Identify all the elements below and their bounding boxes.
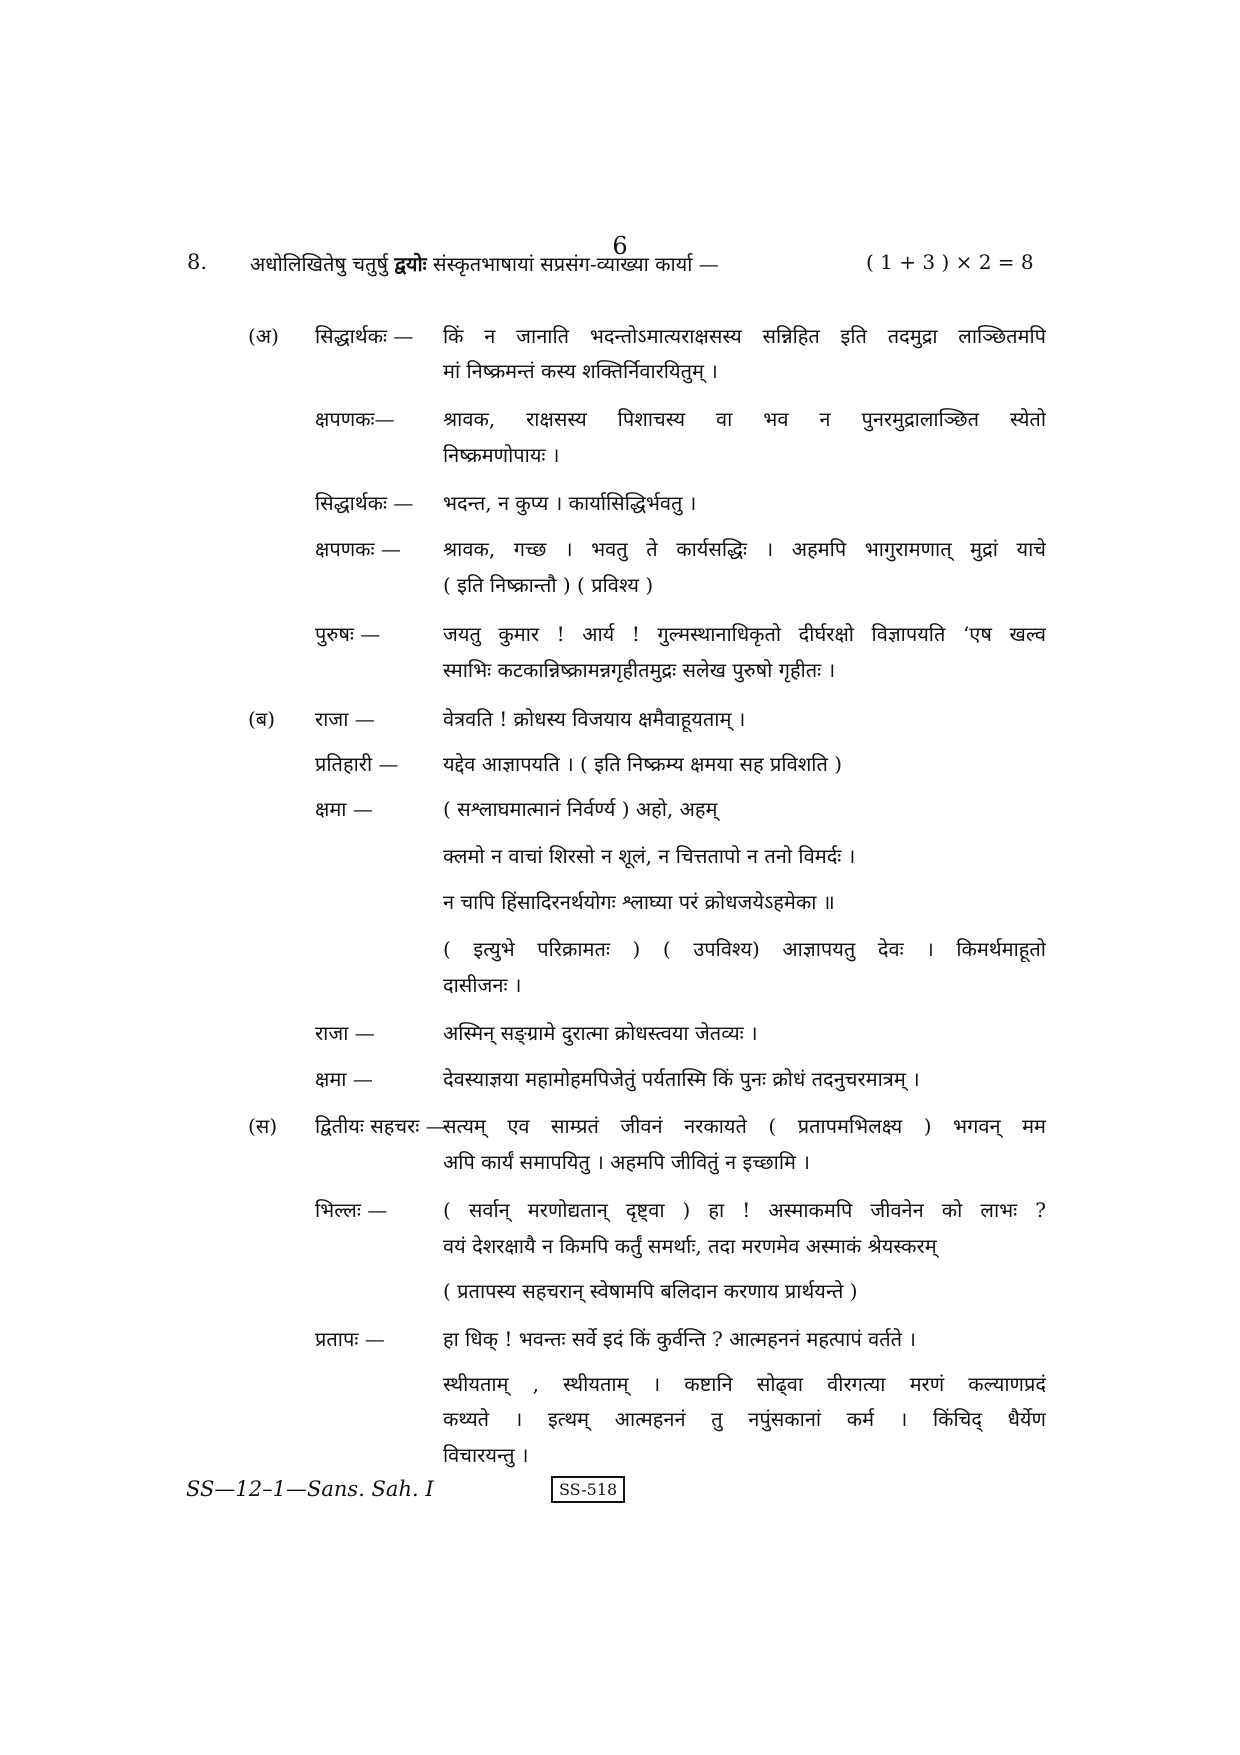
dialogue-line: वेत्रवति ! क्रोधस्य विजयाय क्षमैवाहूयताम् । [443, 707, 746, 731]
dialogue-line: न चापि हिंसादिरनर्थयोगः श्लाघ्या परं क्रोधजयेऽहमेका ॥ [443, 890, 835, 914]
footer-ss-code-box: SS-518 [551, 1476, 625, 1503]
dialogue-line: वयं देशरक्षायै न किमपि कर्तुं समर्थाः, तदा मरणमेव अस्माकं श्रेयस्करम् [443, 1234, 937, 1258]
speaker: प्रतापः — [315, 1327, 385, 1351]
speaker: क्षपणकः — [315, 537, 401, 561]
dialogue-line: देवस्याज्ञया महामोहमपिजेतुं पर्यतास्मि किं पुनः क्रोधं तदनुचरमात्रम् । [443, 1067, 920, 1091]
question-instruction [250, 250, 719, 277]
speaker: राजा — [315, 707, 375, 731]
speaker: सिद्धार्थकः — [315, 491, 414, 515]
question-marks: ( 1 + 3 ) × 2 = 8 [866, 250, 1034, 274]
dialogue-line: दासीजनः । [443, 973, 522, 997]
dialogue-line: निष्क्रमणोपायः । [443, 443, 560, 467]
dialogue-line: ( प्रतापस्य सहचरान् स्वेषामपि बलिदान करणाय प्रार्थयन्ते ) [443, 1279, 858, 1303]
dialogue-line: सत्यम् एव साम्प्रतं जीवनं नरकायते ( प्रतापमभिलक्ष्य ) भगवन् मम [443, 1114, 1046, 1138]
section-c-label: (स) [248, 1114, 278, 1138]
speaker: राजा — [315, 1021, 375, 1045]
footer-paper-code: SS—12–1—Sans. Sah. I [186, 1477, 434, 1501]
section-a-label: (अ) [248, 324, 279, 348]
dialogue-line: ( सर्वान् मरणोद्यतान् दृष्ट्वा ) हा ! अस्माकमपि जीवनेन को लाभः ? [443, 1198, 1046, 1222]
dialogue-line: स्थीयताम् , स्थीयताम् । कष्टानि सोढ्वा वीरगत्या मरणं कल्याणप्रदं [443, 1372, 1046, 1396]
speaker: क्षमा — [315, 797, 373, 821]
dialogue-line: स्माभिः कटकान्निष्क्रामन्नगृहीतमुद्रः सलेख पुरुषो गृहीतः । [443, 658, 836, 682]
speaker: क्षमा — [315, 1067, 373, 1091]
question-text-pre: अधोलिखितेषु चतुर्षु [250, 252, 395, 276]
question-text-bold: द्वयोः [394, 252, 427, 276]
dialogue-line: ( इति निष्क्रान्तौ ) ( प्रविश्य ) [443, 573, 654, 597]
speaker: सिद्धार्थकः — [315, 324, 414, 348]
speaker: क्षपणकः— [315, 407, 395, 431]
section-b-label: (ब) [248, 707, 276, 731]
dialogue-line: यद्देव आज्ञापयति । ( इति निष्क्रम्य क्षमया सह प्रविशति ) [443, 752, 843, 776]
dialogue-line: मां निष्क्रमन्तं कस्य शक्तिर्निवारयितुम् । [443, 359, 718, 383]
dialogue-line: श्रावक, राक्षसस्य पिशाचस्य वा भव न पुनरमुद्रालाञ्छित स्येतो [443, 407, 1046, 431]
dialogue-line: भदन्त, न कुप्य । कार्यासिद्धिर्भवतु । [443, 491, 697, 515]
dialogue-line: किं न जानाति भदन्तोऽमात्यराक्षसस्य सन्निहित इति तदमुद्रा लाञ्छितमपि [443, 324, 1046, 348]
speaker: द्वितीयः सहचरः — [315, 1114, 446, 1138]
question-number: 8. [187, 250, 208, 274]
dialogue-line: ( इत्युभे परिक्रामतः ) ( उपविश्य) आज्ञापयतु देवः । किमर्थमाहूतो [443, 937, 1046, 961]
dialogue-line: क्लमो न वाचां शिरसो न शूलं, न चित्ततापो न तनो विमर्दः । [443, 844, 856, 868]
dialogue-line: श्रावक, गच्छ । भवतु ते कार्यसद्धिः । अहमपि भागुरामणात् मुद्रां याचे [443, 537, 1046, 561]
dialogue-line: जयतु कुमार ! आर्य ! गुल्मस्थानाधिकृतो दीर्घरक्षो विज्ञापयति ‘एष खल्व [443, 622, 1046, 646]
speaker: भिल्लः — [315, 1198, 388, 1222]
dialogue-line: अस्मिन् सङ्ग्रामे दुरात्मा क्रोधस्त्वया जेतव्यः । [443, 1021, 758, 1045]
dialogue-line: अपि कार्यं समापयितु । अहमपि जीवितुं न इच्छामि । [443, 1150, 810, 1174]
page-number: 6 [612, 232, 628, 260]
speaker: पुरुषः — [315, 622, 381, 646]
dialogue-line: ( सश्लाघमात्मानं निर्वर्ण्य ) अहो, अहम् [443, 797, 718, 821]
dialogue-line: विचारयन्तु । [443, 1443, 529, 1467]
speaker: प्रतिहारी — [315, 752, 399, 776]
dialogue-line: कथ्यते । इत्थम् आत्महननं तु नपुंसकानां कर्म । किंचिद् धैर्येण [443, 1407, 1046, 1431]
dialogue-line: हा धिक् ! भवन्तः सर्वे इदं किं कुर्वन्ति ? आत्महननं महत्पापं वर्तते । [443, 1327, 916, 1351]
question-text-post: संस्कृतभाषायां सप्रसंग-व्याख्या कार्या — [426, 252, 719, 276]
